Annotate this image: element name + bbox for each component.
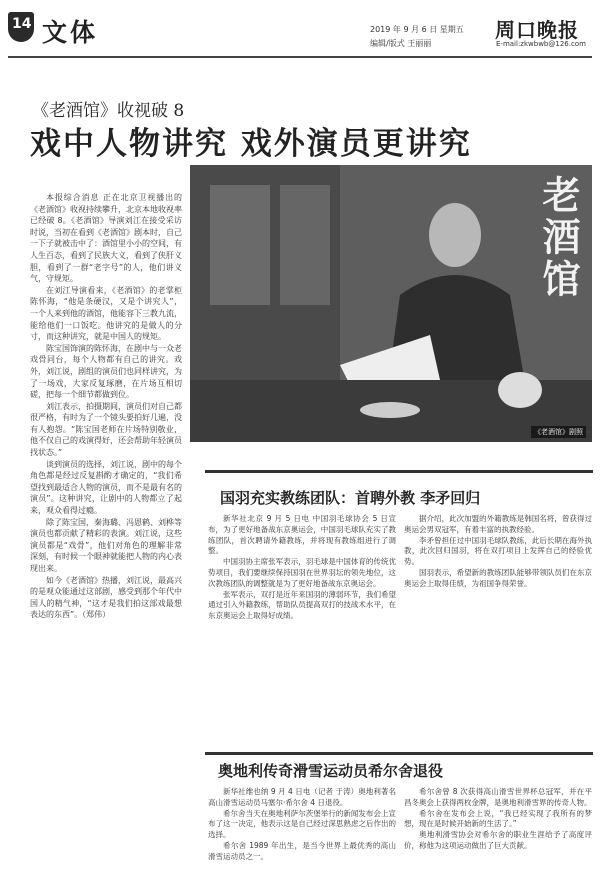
paragraph: 张军表示，双打是近年来国羽的薄弱环节，我们希望通过引入外籍教练，帮助队员提高双打的技战术水平，在东京奥运会上取得好成绩。 xyxy=(208,589,396,621)
story2-column-left xyxy=(208,787,396,887)
paragraph: 希尔舍曾 8 次获得高山滑雪世界杯总冠军，并在平昌冬奥会上获得两枚金牌，是奥地利滑雪界的传奇人物。 xyxy=(404,787,592,807)
editor-credit: 编辑/版式 王丽丽 xyxy=(370,39,432,48)
photo-caption: 《老酒馆》剧照 xyxy=(531,426,586,438)
paragraph: 李矛曾担任过中国羽毛球队教练，此后长期在海外执教，此次回归国羽，将在双打项目上发挥自己的经验优势。 xyxy=(404,535,592,567)
page-number: 14 xyxy=(12,16,32,32)
section-title: 文体 xyxy=(42,18,99,47)
lead-article-body xyxy=(30,192,182,621)
story2-rule xyxy=(205,752,593,755)
lead-kicker: 《老酒馆》收视破 8 xyxy=(32,101,185,121)
drama-still-photo xyxy=(190,165,592,442)
story1-headline: 国羽充实教练团队：首聘外教 李矛回归 xyxy=(220,489,481,507)
paragraph: 据介绍，此次加盟的外籍教练是韩国名将，曾获得过奥运会男双冠军，有着丰富的执教经验。 xyxy=(404,514,592,534)
contact-email: E-mail:zkwbwb@126.com xyxy=(496,40,586,48)
paragraph: 中国羽协主席张军表示，羽毛球是中国体育的传统优势项目，我们要继续保持国羽在世界羽坛的领先地位，这次教练团队的调整就是为了更好地备战东京奥运会。 xyxy=(208,557,396,588)
paragraph: 除了陈宝国，秦海璐、冯恩鹤、刘桦等演员也都贡献了精彩的表演。刘江说，这些演员都是“戏骨”，他们对角色的理解非常深刻，有时候一个眼神就能把人物的内心表现出来。 xyxy=(30,517,182,573)
story1-rule xyxy=(205,470,593,473)
paragraph: 新华社维也纳 9 月 4 日电（记者 于涛）奥地利著名高山滑雪运动员马塞尔·希尔舍 4 日退役。 xyxy=(208,787,396,807)
paragraph: 陈宝国饰演的陈怀海，在剧中与一众老戏骨同台，每个人物都有自己的讲究。戏外，刘江说，剧组的演员们也同样讲究，为了一场戏，大家反复琢磨，在片场互相切磋，把每一个细节都做到位。 xyxy=(30,343,182,400)
story1-column-left xyxy=(208,514,396,722)
story2-headline: 奥地利传奇滑雪运动员希尔舍退役 xyxy=(218,762,444,780)
paragraph: 希尔舍在发布会上说，“我已经实现了我所有的梦想，现在是时候开始新的生活了。” xyxy=(404,808,592,829)
header-rule xyxy=(8,56,592,58)
title-calligraphy: 老酒馆 xyxy=(536,175,581,301)
story2-body xyxy=(208,787,592,887)
paragraph: 谈到演员的选择，刘江说，剧中的每个角色都是经过反复斟酌才确定的，“我们希望找到最适合人物的演员，而不是最有名的演员”。这种讲究，让剧中的人物都立了起来，观众看得过瘾。 xyxy=(30,459,182,516)
issue-date: 2019 年 9 月 6 日 星期五 xyxy=(370,25,464,34)
paragraph: 奥地利滑雪协会对希尔舍的职业生涯给予了高度评价，称他为这项运动做出了巨大贡献。 xyxy=(404,830,592,850)
newspaper-logo: 周口晚报 xyxy=(495,18,579,42)
paragraph: 刘江表示，拍摄期间，演员们对自己都很严格，有时为了一个镜头要拍好几遍，没有人抱怨。“陈宝国老师在片场特别敬业，他不仅自己的戏演得好，还会帮助年轻演员找状态。” xyxy=(30,401,182,458)
story1-body xyxy=(208,514,592,722)
paragraph: 本报综合消息 正在北京卫视播出的《老酒馆》收视持续攀升，北京本地收视率已经破 8。《老酒馆》导演刘江在接受采访时说，当初在看到《老酒馆》剧本时，自己一下子就被击中了：酒馆里小小的空间，有人生百态，看到了民族大义，看到了侠肝义胆，看到了一群“老字号”的人，他们讲义气，守规矩。 xyxy=(30,193,182,284)
page-header xyxy=(0,0,600,68)
lead-headline: 戏中人物讲究 戏外演员更讲究 xyxy=(30,126,472,162)
page-number-badge xyxy=(8,12,34,42)
story2-column-right xyxy=(404,787,592,887)
paragraph: 国羽表示，希望新的教练团队能够带领队员们在东京奥运会上取得佳绩，为祖国争得荣誉。 xyxy=(404,567,592,588)
story1-column-right xyxy=(404,514,592,722)
paragraph: 新华社北京 9 月 5 日电 中国羽毛球协会 5 日宣布，为了更好地备战东京奥运会，中国羽毛球队充实了教练团队，首次聘请外籍教练，并将现有教练组进行了调整。 xyxy=(208,514,396,556)
paragraph: 希尔舍 1989 年出生，是当今世界上最优秀的高山滑雪运动员之一。 xyxy=(208,840,396,861)
paragraph: 在刘江导演看来，《老酒馆》的老掌柜陈怀海，“他是条硬汉，又是个讲究人”，一个人来到他的酒馆，他能容下三教九流，能给他们一口饭吃。他讲究的是做人的分寸，而这种讲究，就是中国人的规矩。 xyxy=(30,285,182,342)
paragraph: 希尔舍当天在奥地利萨尔茨堡举行的新闻发布会上宣布了这一决定，他表示这是自己经过深思熟虑之后作出的选择。 xyxy=(208,808,396,840)
paragraph: 如今《老酒馆》热播，刘江说，最高兴的是观众能通过这部剧，感受到那个年代中国人的精气神，“这才是我们拍这部戏最想表达的东西”。（郑伟） xyxy=(30,575,182,620)
